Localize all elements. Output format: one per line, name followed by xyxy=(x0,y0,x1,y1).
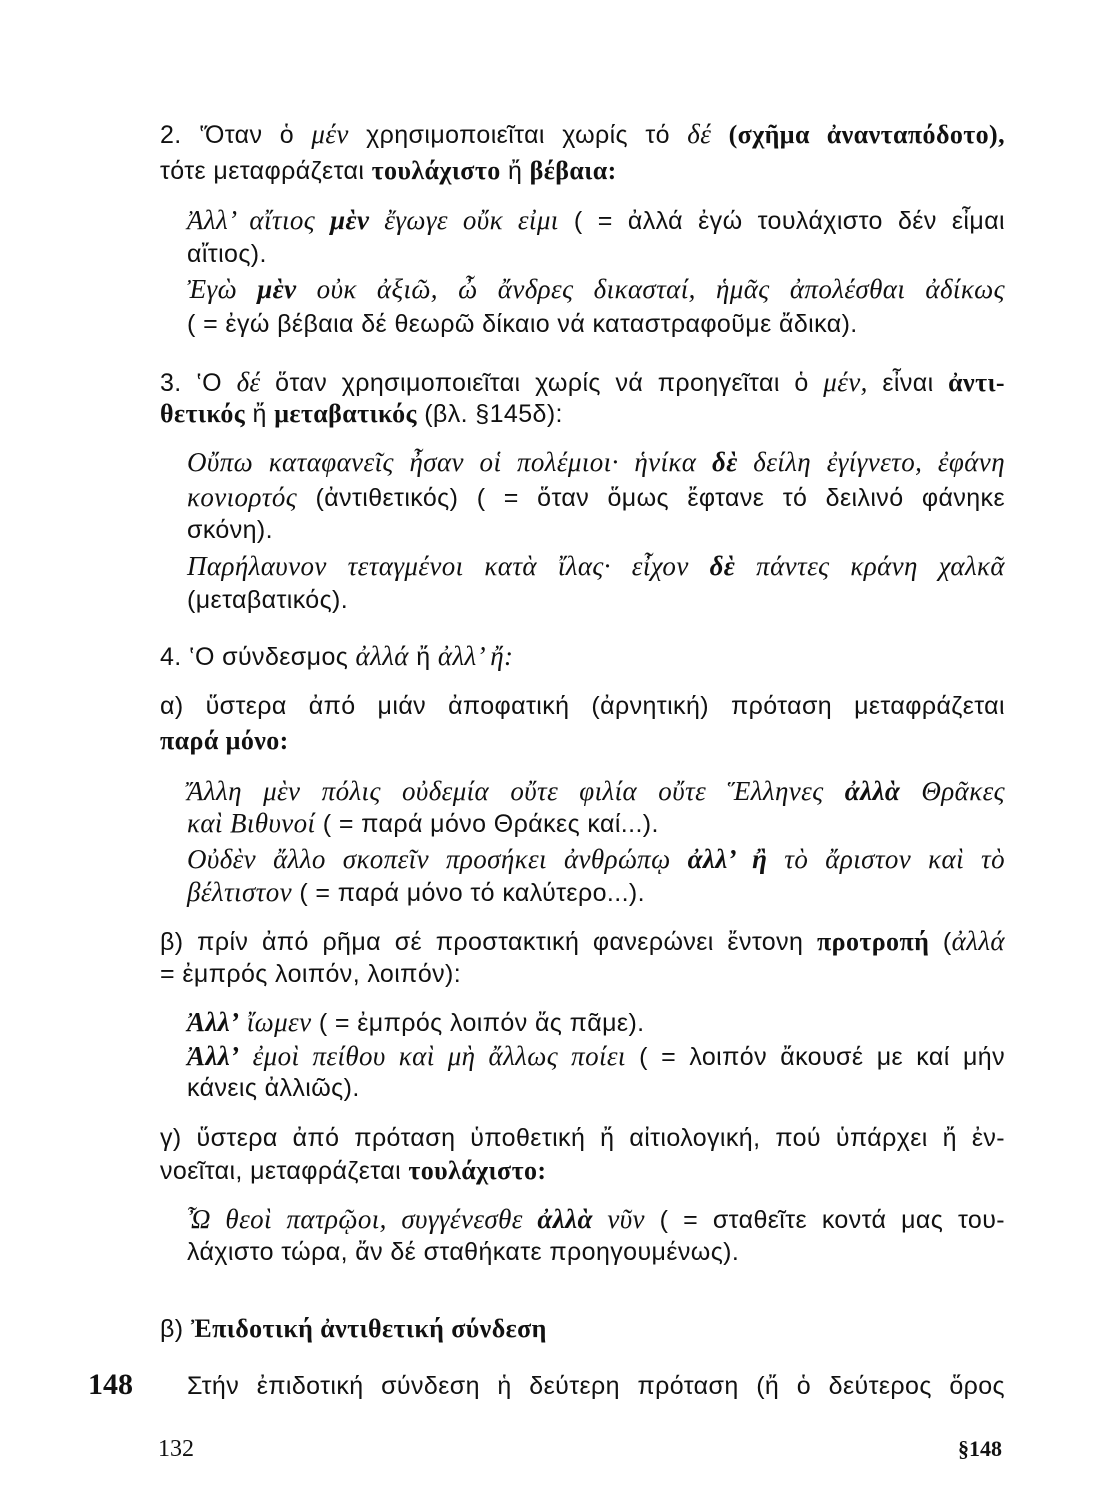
paragraph-148-first-line: Στήν ἐπιδοτική σύνδεση ἡ δεύτερη πρόταση (ἤ ὁ δεύτερος ὅρος xyxy=(187,1372,1005,1400)
item-4c-line-1: γ) ὕστερα ἀπό πρόταση ὑποθετική ἤ αἰτιολογική, πού ὑπάρχει ἤ ἐν- xyxy=(160,1124,1005,1152)
item-4b-line-1: β) πρίν ἀπό ρῆμα σέ προστακτική φανερώνει ἔντονη προτροπή (ἀλλά xyxy=(160,926,1005,956)
item-3-example-1-line-1: Οὔπω καταφανεῖς ἦσαν οἱ πολέμιοι· ἡνίκα δὲ δείλη ἐγίγνετο, ἐφάνη xyxy=(187,447,1005,477)
section-heading: β) Ἐπιδοτική ἀντιθετική σύνδεση xyxy=(160,1314,547,1343)
item-2-line-1: 2. ‛Όταν ὁ μέν χρησιμοποιεῖται χωρίς τό δέ (σχῆμα ἀνανταπόδοτο), xyxy=(160,119,1005,149)
item-4a-example-1-line-1: Ἄλλη μὲν πόλις οὐδεμία οὔτε φιλία οὔτε Ἕλληνες ἀλλὰ Θρᾶκες xyxy=(187,776,1005,806)
item-2-example-2-line-1: Ἐγὼ μὲν οὐκ ἀξιῶ, ὦ ἄνδρες δικασταί, ἡμᾶς ἀπολέσθαι ἀδίκως xyxy=(187,274,1005,304)
item-4c-line-2: νοεῖται, μεταφράζεται τουλάχιστο: xyxy=(160,1156,547,1185)
item-3-example-1-line-3: σκόνη). xyxy=(187,516,274,544)
item-4c-example-line-2: λάχιστο τώρα, ἄν δέ σταθήκατε προηγουμένως). xyxy=(187,1238,740,1266)
item-4a-example-2-line-1: Οὐδὲν ἄλλο σκοπεῖν προσήκει ἀνθρώπῳ ἀλλ’ ἢ τὸ ἄριστον καὶ τὸ xyxy=(187,844,1005,874)
item-3-line-2: θετικός ἤ μεταβατικός (βλ. §145δ): xyxy=(160,399,563,428)
item-4c-example-line-1: Ὦ θεοὶ πατρῷοι, συγγένεσθε ἀλλὰ νῦν ( = σταθεῖτε κοντά μας του- xyxy=(187,1204,1005,1234)
item-4a-line-1: α) ὕστερα ἀπό μιάν ἀποφατική (ἀρνητική) πρόταση μεταφράζεται xyxy=(160,692,1005,720)
item-2-example-1-line-2: αἴτιος). xyxy=(187,240,267,268)
item-4a-example-1-line-2: καὶ Βιθυνοί ( = παρά μόνο Θράκες καί...). xyxy=(187,808,659,838)
item-3-example-2-line-2: (μεταβατικός). xyxy=(187,586,349,614)
item-2-line-2: τότε μεταφράζεται τουλάχιστο ἤ βέβαια: xyxy=(160,156,617,185)
item-4b-example-2-line-1: Ἀλλ’ ἐμοὶ πείθου καὶ μὴ ἄλλως ποίει ( = λοιπόν ἄκουσέ με καί μήν xyxy=(187,1041,1005,1071)
item-4a-example-2-line-2: βέλτιστον ( = παρά μόνο τό καλύτερο...). xyxy=(187,877,646,907)
item-4a-line-2: παρά μόνο: xyxy=(160,726,289,755)
item-2-example-1-line-1: Ἀλλ’ αἴτιος μὲν ἔγωγε οὔκ εἰμι ( = ἀλλά ἐγώ τουλάχιστο δέν εἶμαι xyxy=(187,205,1005,235)
item-3-example-1-line-2: κονιορτός (ἀντιθετικός) ( = ὅταν ὅμως ἔφτανε τό δειλινό φάνηκε xyxy=(187,482,1005,512)
item-3-line-1: 3. ‛Ο δέ ὅταν χρησιμοποιεῖται χωρίς νά προηγεῖται ὁ μέν, εἶναι ἀντι- xyxy=(160,367,1005,397)
item-4b-line-2: = ἐμπρός λοιπόν, λοιπόν): xyxy=(160,960,462,988)
item-4b-example-2-line-2: κάνεις ἀλλιῶς). xyxy=(187,1074,360,1102)
margin-paragraph-number: 148 xyxy=(88,1368,133,1401)
page-number: 132 xyxy=(158,1436,194,1462)
item-2-example-2-line-2: ( = ἐγώ βέβαια δέ θεωρῶ δίκαιο νά καταστραφοῦμε ἄδικα). xyxy=(187,310,858,338)
section-reference: §148 xyxy=(958,1436,1002,1461)
item-4b-example-1: Ἀλλ’ ἴωμεν ( = ἐμπρός λοιπόν ἄς πᾶμε). xyxy=(187,1007,645,1037)
item-3-example-2-line-1: Παρήλαυνον τεταγμένοι κατὰ ἴλας· εἶχον δὲ πάντες κράνη χαλκᾶ xyxy=(187,551,1005,581)
item-4-line-1: 4. ‛Ο σύνδεσμος ἀλλά ἤ ἀλλ’ ἤ: xyxy=(160,641,514,671)
